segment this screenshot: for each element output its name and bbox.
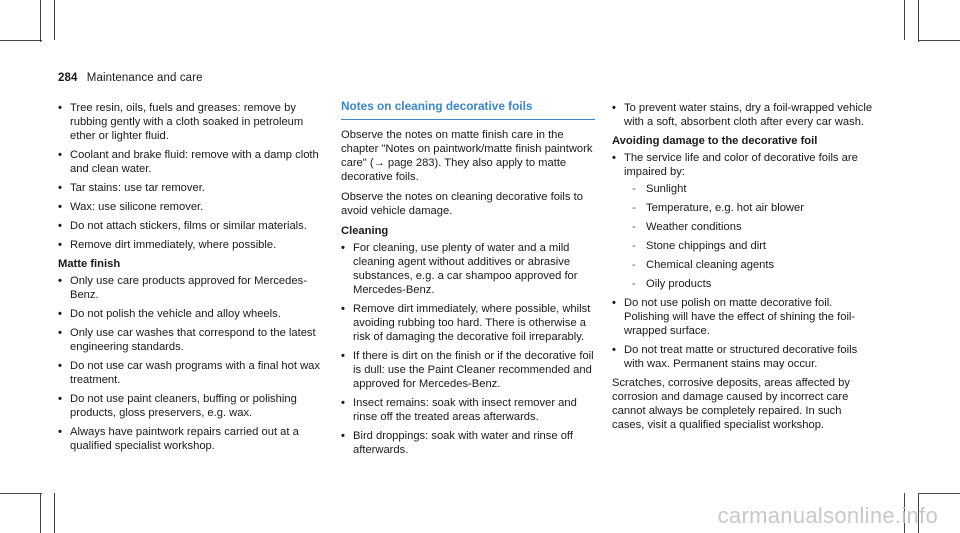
- crop-mark: [918, 40, 960, 41]
- page-header: [58, 72, 203, 84]
- list-item: • Insect remains: soak with insect remover and rinse off the treated areas afterwards.: [341, 396, 603, 424]
- column-middle: [341, 101, 603, 462]
- list-item: • Coolant and brake fluid: remove with a damp cloth and clean water.: [58, 148, 320, 176]
- crop-mark: [40, 493, 41, 533]
- list-item: [612, 151, 874, 291]
- cleaning-heading: Cleaning: [341, 225, 389, 237]
- list-item: • Do not use paint cleaners, buffing or polishing products, gloss preservers, e.g. wax.: [58, 392, 320, 420]
- crop-mark: [0, 493, 42, 494]
- list-item: • Only use care products approved for Mercedes-Benz.: [58, 274, 320, 302]
- list-item: • For cleaning, use plenty of water and a mild cleaning agent without additives or abrasive substances, e.g. a car shampoo approved for Mercedes-Benz.: [341, 241, 603, 297]
- sub-list-item: - Oily products: [624, 277, 874, 291]
- list-item: • Do not treat matte or structured decorative foils with wax. Permanent stains may occur.: [612, 343, 874, 371]
- sub-list-item: - Chemical cleaning agents: [624, 258, 874, 272]
- page-number: 284: [58, 72, 78, 84]
- watermark: carmanualsonline.info: [717, 503, 938, 528]
- sub-list: [624, 182, 874, 291]
- matte-finish-heading: Matte finish: [58, 258, 121, 270]
- list-item: • Do not polish the vehicle and alloy wheels.: [58, 307, 320, 321]
- paragraph: Scratches, corrosive deposits, areas affected by corrosion and damage caused by incorrect care cannot always be completely repaired. In such cases, visit a qualified specialist workshop.: [612, 377, 850, 431]
- crop-mark: [0, 40, 42, 41]
- section-title: Notes on cleaning decorative foils: [341, 99, 595, 120]
- list-item: • Wax: use silicone remover.: [58, 200, 320, 214]
- sub-list-item: - Stone chippings and dirt: [624, 239, 874, 253]
- sub-list-item: - Temperature, e.g. hot air blower: [624, 201, 874, 215]
- crop-mark: [40, 0, 41, 42]
- bullet-list: [341, 241, 603, 457]
- list-item: • Do not attach stickers, films or similar materials.: [58, 219, 320, 233]
- list-item: • Do not use car wash programs with a final hot wax treatment.: [58, 359, 320, 387]
- column-right: [612, 101, 874, 438]
- list-item: • Only use car washes that correspond to the latest engineering standards.: [58, 326, 320, 354]
- column-left: [58, 101, 320, 458]
- crop-mark: [918, 493, 960, 494]
- list-item: • Do not use polish on matte decorative foil. Polishing will have the effect of shining the foil-wrapped surface.: [612, 296, 874, 338]
- list-item: • To prevent water stains, dry a foil-wrapped vehicle with a soft, absorbent cloth after every car wash.: [612, 101, 874, 129]
- bullet-list: [612, 101, 874, 129]
- bullet-list: [58, 274, 320, 453]
- list-item: • Bird droppings: soak with water and rinse off afterwards.: [341, 429, 603, 457]
- list-item-text: The service life and color of decorative foils are impaired by:: [624, 152, 858, 178]
- bullet-list: [58, 101, 320, 252]
- paragraph: Observe the notes on matte finish care in the chapter "Notes on paintwork/matte finish paintwork care" (→ page 283). They also apply to matte decorative foils.: [341, 129, 593, 183]
- sub-list-item: - Weather conditions: [624, 220, 874, 234]
- list-item: • Tree resin, oils, fuels and greases: remove by rubbing gently with a cloth soaked in petroleum ether or lighter fluid.: [58, 101, 320, 143]
- list-item: • Tar stains: use tar remover.: [58, 181, 320, 195]
- avoid-damage-heading: Avoiding damage to the decorative foil: [612, 135, 818, 147]
- crop-mark: [904, 0, 905, 40]
- paragraph: Observe the notes on cleaning decorative foils to avoid vehicle damage.: [341, 191, 583, 217]
- list-item: • If there is dirt on the finish or if the decorative foil is dull: use the Paint Cleaner recommended and approved for Mercedes-Benz.: [341, 349, 603, 391]
- bullet-list: [612, 151, 874, 371]
- list-item: • Always have paintwork repairs carried out at a qualified specialist workshop.: [58, 425, 320, 453]
- section-name: Maintenance and care: [86, 72, 203, 84]
- crop-mark: [54, 493, 55, 533]
- crop-mark: [918, 0, 919, 42]
- sub-list-item: - Sunlight: [624, 182, 874, 196]
- list-item: • Remove dirt immediately, where possible.: [58, 238, 320, 252]
- list-item: • Remove dirt immediately, where possible, whilst avoiding rubbing too hard. There is otherwise a risk of damaging the decorative foil irreparably.: [341, 302, 603, 344]
- crop-mark: [54, 0, 55, 40]
